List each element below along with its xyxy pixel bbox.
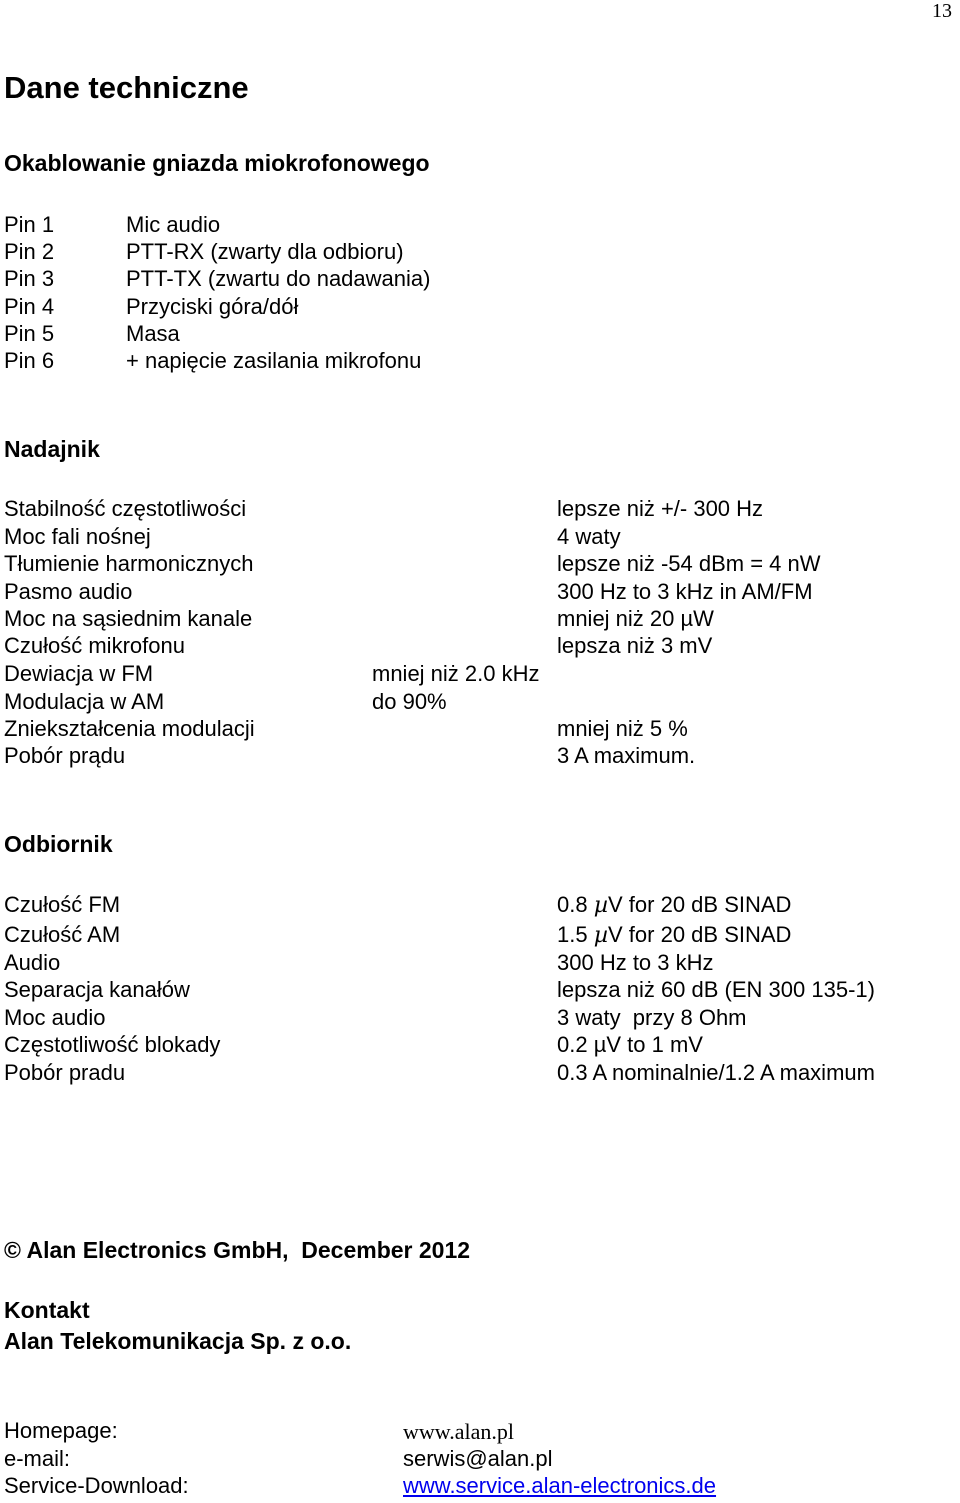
spec-value: mniej niż 20 µW bbox=[557, 606, 714, 631]
spec-value: lepsza niż 3 mV bbox=[557, 633, 713, 658]
spec-label: Moc audio bbox=[4, 1005, 106, 1030]
spec-label: Częstotliwość blokady bbox=[4, 1032, 221, 1057]
pin-desc: PTT-TX (zwartu do nadawania) bbox=[126, 266, 431, 291]
email-label: e-mail: bbox=[4, 1446, 71, 1471]
spec-label: Modulacja w AM bbox=[4, 689, 165, 714]
spec-value: 3 waty przy 8 Ohm bbox=[557, 1005, 747, 1030]
pin-desc: Mic audio bbox=[126, 212, 221, 237]
spec-value-prefix: 0.8 bbox=[557, 892, 594, 917]
spec-value-prefix: 1.5 bbox=[557, 922, 594, 947]
spec-label: Pasmo audio bbox=[4, 579, 133, 604]
spec-label: Dewiacja w FM bbox=[4, 661, 154, 686]
mic-section-heading: Okablowanie gniazda miokrofonowego bbox=[4, 150, 430, 176]
pin-desc: Masa bbox=[126, 321, 180, 346]
email-value[interactable]: serwis@alan.pl bbox=[403, 1446, 553, 1471]
spec-label: Tłumienie harmonicznych bbox=[4, 551, 254, 576]
page-title: Dane techniczne bbox=[4, 70, 249, 105]
spec-value bbox=[557, 921, 791, 949]
spec-label: Separacja kanałów bbox=[4, 977, 190, 1002]
pin-desc: PTT-RX (zwarty dla odbioru) bbox=[126, 239, 404, 264]
spec-value: 0.2 µV to 1 mV bbox=[557, 1032, 703, 1057]
download-label: Service-Download: bbox=[4, 1473, 189, 1498]
spec-value-suffix: V for 20 dB SINAD bbox=[608, 922, 792, 947]
spec-value: 0.3 A nominalnie/1.2 A maximum bbox=[557, 1060, 875, 1085]
pin-label: Pin 5 bbox=[4, 321, 55, 346]
spec-label: Moc fali nośnej bbox=[4, 524, 151, 549]
spec-value: lepsze niż +/- 300 Hz bbox=[557, 496, 764, 521]
spec-value-suffix: V for 20 dB SINAD bbox=[608, 892, 792, 917]
page-number: 13 bbox=[932, 0, 952, 22]
spec-label: Moc na sąsiednim kanale bbox=[4, 606, 253, 631]
homepage-label: Homepage: bbox=[4, 1418, 118, 1443]
spec-label: Audio bbox=[4, 950, 61, 975]
micro-symbol: µ bbox=[593, 893, 609, 918]
spec-value: do 90% bbox=[372, 689, 447, 714]
pin-label: Pin 1 bbox=[4, 212, 55, 237]
spec-value: 4 waty bbox=[557, 524, 621, 549]
pin-label: Pin 2 bbox=[4, 239, 55, 264]
spec-label: Czułość FM bbox=[4, 892, 121, 917]
pin-label: Pin 6 bbox=[4, 348, 55, 373]
spec-value bbox=[557, 891, 791, 919]
homepage-link[interactable]: www.alan.pl bbox=[403, 1419, 514, 1444]
pin-desc: + napięcie zasilania mikrofonu bbox=[126, 348, 422, 373]
micro-symbol: µ bbox=[593, 923, 609, 948]
pin-label: Pin 3 bbox=[4, 266, 55, 291]
download-link[interactable]: www.service.alan-electronics.de bbox=[403, 1473, 717, 1498]
spec-label: Stabilność częstotliwości bbox=[4, 496, 247, 521]
spec-value: mniej niż 5 % bbox=[557, 716, 688, 741]
spec-label: Pobór pradu bbox=[4, 1060, 126, 1085]
spec-value: lepsze niż -54 dBm = 4 nW bbox=[557, 551, 821, 576]
pin-label: Pin 4 bbox=[4, 294, 55, 319]
spec-value: mniej niż 2.0 kHz bbox=[372, 661, 540, 686]
contact-heading: Kontakt bbox=[4, 1297, 90, 1323]
tx-section-heading: Nadajnik bbox=[4, 436, 100, 462]
spec-value: lepsza niż 60 dB (EN 300 135-1) bbox=[557, 977, 875, 1002]
spec-label: Zniekształcenia modulacji bbox=[4, 716, 255, 741]
spec-value: 300 Hz to 3 kHz in AM/FM bbox=[557, 579, 813, 604]
spec-value: 300 Hz to 3 kHz bbox=[557, 950, 714, 975]
copyright-line: © Alan Electronics GmbH, December 2012 bbox=[4, 1237, 471, 1263]
spec-value: 3 A maximum. bbox=[557, 743, 696, 768]
spec-label: Czułość AM bbox=[4, 922, 121, 947]
spec-label: Pobór prądu bbox=[4, 743, 126, 768]
company-name: Alan Telekomunikacja Sp. z o.o. bbox=[4, 1328, 352, 1354]
spec-label: Czułość mikrofonu bbox=[4, 633, 185, 658]
pin-desc: Przyciski góra/dół bbox=[126, 294, 299, 319]
rx-section-heading: Odbiornik bbox=[4, 831, 113, 857]
